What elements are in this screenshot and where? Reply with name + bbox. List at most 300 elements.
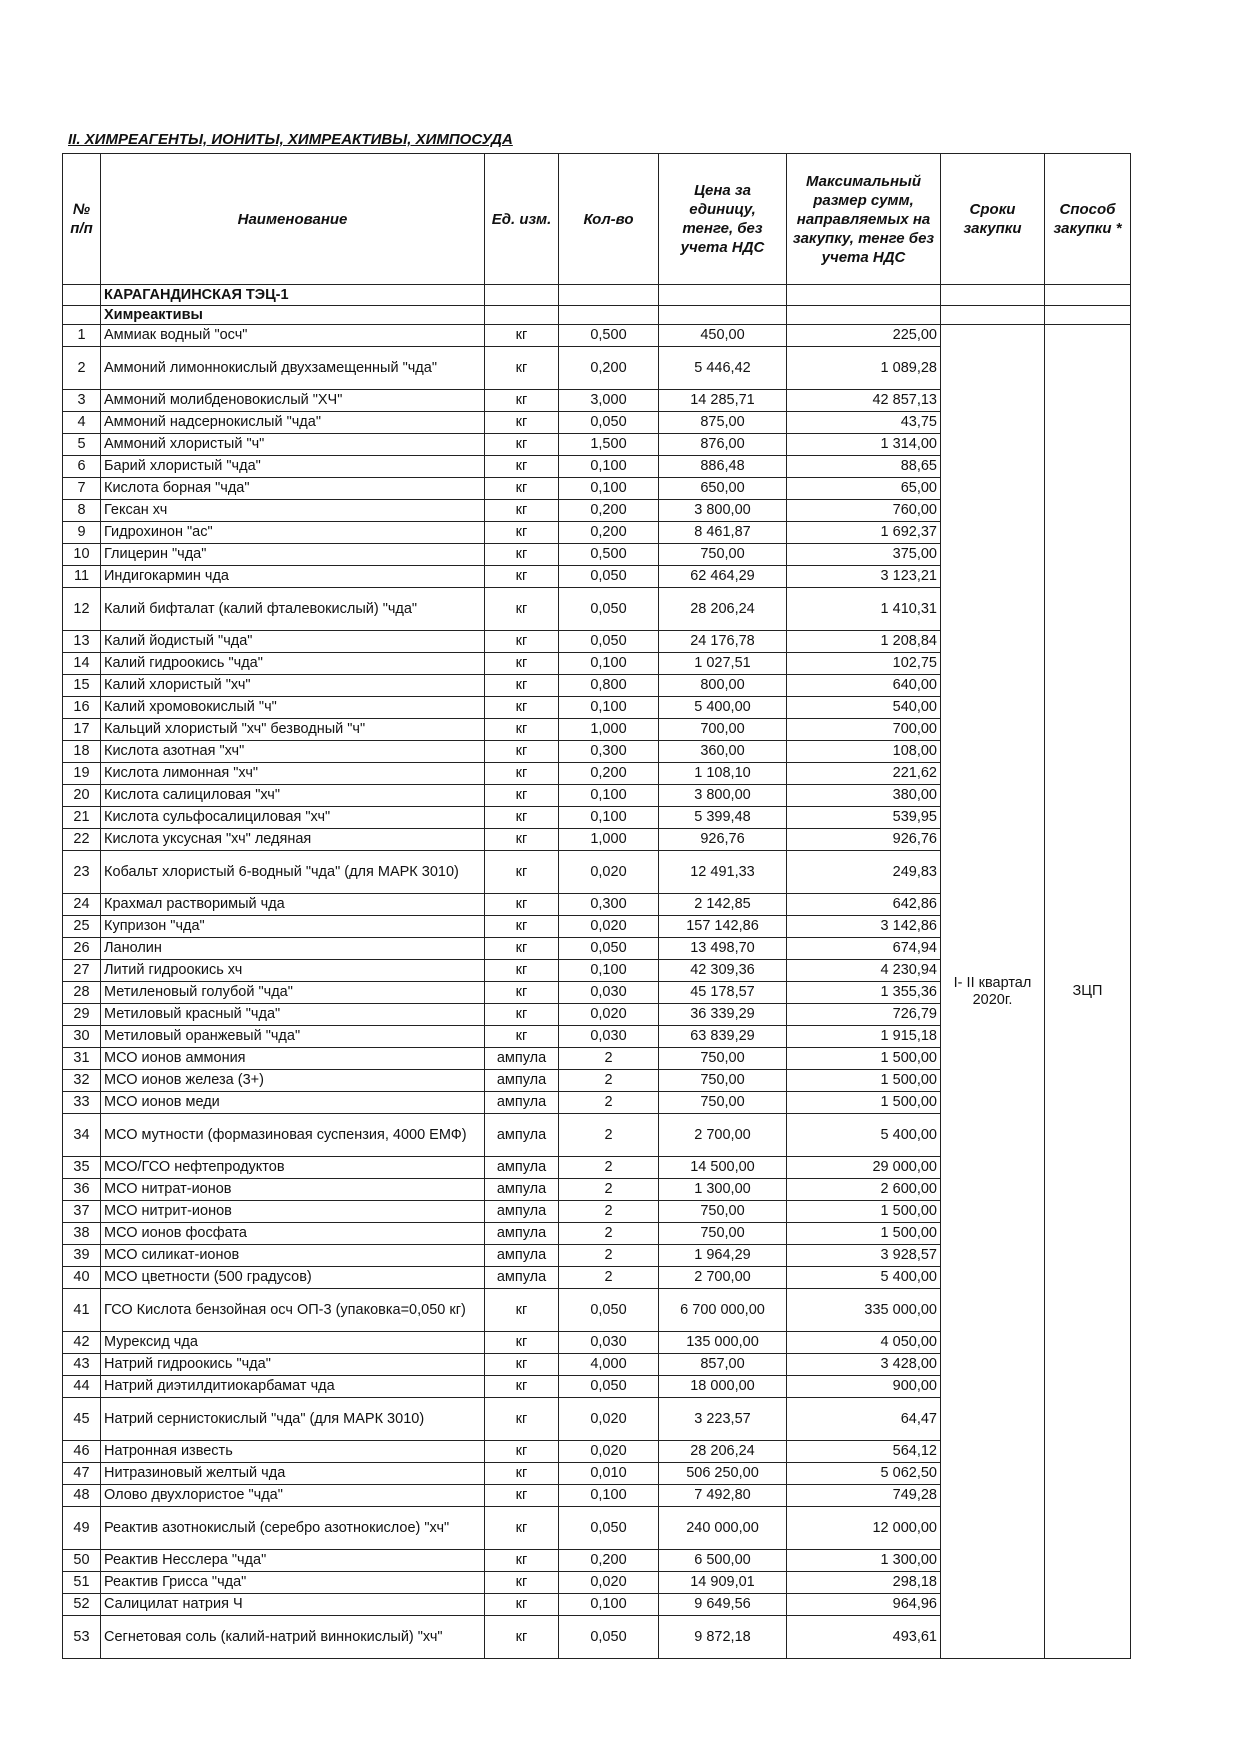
row-number: 45 (63, 1398, 101, 1441)
table-body (63, 285, 1131, 1659)
item-price: 6 700 000,00 (659, 1289, 787, 1332)
item-total: 674,94 (787, 938, 941, 960)
item-price: 12 491,33 (659, 851, 787, 894)
item-total: 12 000,00 (787, 1507, 941, 1550)
item-price: 2 700,00 (659, 1267, 787, 1289)
row-number: 7 (63, 478, 101, 500)
item-qty: 2 (559, 1092, 659, 1114)
item-unit: кг (485, 1485, 559, 1507)
item-name: Глицерин "чда" (101, 544, 485, 566)
item-qty: 0,050 (559, 1376, 659, 1398)
row-number: 39 (63, 1245, 101, 1267)
item-total: 64,47 (787, 1398, 941, 1441)
item-price: 3 223,57 (659, 1398, 787, 1441)
item-total: 900,00 (787, 1376, 941, 1398)
row-number: 46 (63, 1441, 101, 1463)
item-price: 450,00 (659, 325, 787, 347)
purchase-method: ЗЦП (1045, 325, 1131, 1659)
item-price: 506 250,00 (659, 1463, 787, 1485)
item-name: Реактив Грисса "чда" (101, 1572, 485, 1594)
header-name: Наименование (101, 154, 485, 285)
row-number: 31 (63, 1048, 101, 1070)
item-price: 926,76 (659, 829, 787, 851)
item-unit: кг (485, 1550, 559, 1572)
item-total: 1 500,00 (787, 1092, 941, 1114)
item-qty: 3,000 (559, 390, 659, 412)
item-total: 29 000,00 (787, 1157, 941, 1179)
item-total: 1 355,36 (787, 982, 941, 1004)
item-unit: кг (485, 1354, 559, 1376)
item-name: Реактив Несслера "чда" (101, 1550, 485, 1572)
row-number: 38 (63, 1223, 101, 1245)
item-name: Гидрохинон "ас" (101, 522, 485, 544)
item-name: Калий бифталат (калий фталевокислый) "чда" (101, 588, 485, 631)
item-name: Кальций хлористый "хч" безводный "ч" (101, 719, 485, 741)
item-price: 2 700,00 (659, 1114, 787, 1157)
item-unit: ампула (485, 1267, 559, 1289)
section-title: КАРАГАНДИНСКАЯ ТЭЦ-1 (101, 285, 485, 306)
item-qty: 2 (559, 1048, 659, 1070)
item-total: 65,00 (787, 478, 941, 500)
item-unit: кг (485, 829, 559, 851)
item-qty: 0,800 (559, 675, 659, 697)
item-qty: 0,200 (559, 522, 659, 544)
row-number: 15 (63, 675, 101, 697)
item-price: 3 800,00 (659, 785, 787, 807)
item-unit: кг (485, 412, 559, 434)
item-unit: ампула (485, 1114, 559, 1157)
header-period: Сроки закупки (941, 154, 1045, 285)
row-number: 11 (63, 566, 101, 588)
item-price: 14 500,00 (659, 1157, 787, 1179)
item-unit: ампула (485, 1157, 559, 1179)
item-qty: 0,050 (559, 566, 659, 588)
item-price: 750,00 (659, 1070, 787, 1092)
item-unit: кг (485, 894, 559, 916)
item-name: Кислота азотная "хч" (101, 741, 485, 763)
item-unit: кг (485, 938, 559, 960)
item-name: Калий хлористый "хч" (101, 675, 485, 697)
item-qty: 0,100 (559, 697, 659, 719)
row-number: 9 (63, 522, 101, 544)
item-unit: кг (485, 544, 559, 566)
item-qty: 0,500 (559, 325, 659, 347)
item-total: 540,00 (787, 697, 941, 719)
item-name: Барий хлористый "чда" (101, 456, 485, 478)
item-qty: 0,050 (559, 938, 659, 960)
item-name: Купризон "чда" (101, 916, 485, 938)
item-price: 1 300,00 (659, 1179, 787, 1201)
item-name: Гексан хч (101, 500, 485, 522)
item-price: 9 872,18 (659, 1616, 787, 1659)
row-number: 32 (63, 1070, 101, 1092)
item-price: 750,00 (659, 1201, 787, 1223)
item-unit: кг (485, 631, 559, 653)
item-qty: 1,500 (559, 434, 659, 456)
row-number: 25 (63, 916, 101, 938)
header-method: Способ закупки * (1045, 154, 1131, 285)
item-total: 1 089,28 (787, 347, 941, 390)
item-name: Аммоний надсернокислый "чда" (101, 412, 485, 434)
item-unit: кг (485, 1572, 559, 1594)
item-qty: 0,100 (559, 960, 659, 982)
item-name: Нитразиновый желтый чда (101, 1463, 485, 1485)
row-number: 48 (63, 1485, 101, 1507)
item-unit: кг (485, 1026, 559, 1048)
item-qty: 0,030 (559, 1026, 659, 1048)
item-unit: кг (485, 522, 559, 544)
item-unit: кг (485, 1441, 559, 1463)
header-unit: Ед. изм. (485, 154, 559, 285)
item-name: Натронная известь (101, 1441, 485, 1463)
item-total: 380,00 (787, 785, 941, 807)
item-total: 249,83 (787, 851, 941, 894)
row-number: 30 (63, 1026, 101, 1048)
item-qty: 1,000 (559, 719, 659, 741)
item-unit: ампула (485, 1179, 559, 1201)
item-qty: 0,050 (559, 588, 659, 631)
row-number: 13 (63, 631, 101, 653)
item-total: 642,86 (787, 894, 941, 916)
row-number: 16 (63, 697, 101, 719)
item-qty: 0,050 (559, 631, 659, 653)
item-name: МСО мутности (формазиновая суспензия, 4000 ЕМФ) (101, 1114, 485, 1157)
item-qty: 0,020 (559, 1398, 659, 1441)
item-total: 760,00 (787, 500, 941, 522)
item-total: 1 314,00 (787, 434, 941, 456)
item-qty: 0,100 (559, 1485, 659, 1507)
item-name: ГСО Кислота бензойная осч ОП-3 (упаковка=0,050 кг) (101, 1289, 485, 1332)
item-total: 3 928,57 (787, 1245, 941, 1267)
table-row (63, 325, 1131, 347)
item-price: 62 464,29 (659, 566, 787, 588)
item-unit: кг (485, 1398, 559, 1441)
item-total: 1 500,00 (787, 1201, 941, 1223)
item-price: 6 500,00 (659, 1550, 787, 1572)
item-total: 3 123,21 (787, 566, 941, 588)
item-price: 135 000,00 (659, 1332, 787, 1354)
row-number: 50 (63, 1550, 101, 1572)
item-price: 5 400,00 (659, 697, 787, 719)
item-name: Крахмал растворимый чда (101, 894, 485, 916)
item-unit: кг (485, 785, 559, 807)
item-total: 43,75 (787, 412, 941, 434)
item-qty: 0,200 (559, 500, 659, 522)
item-qty: 0,030 (559, 1332, 659, 1354)
row-number: 28 (63, 982, 101, 1004)
item-name: Аммиак водный "осч" (101, 325, 485, 347)
item-qty: 2 (559, 1201, 659, 1223)
row-number: 19 (63, 763, 101, 785)
item-total: 1 500,00 (787, 1223, 941, 1245)
row-number: 4 (63, 412, 101, 434)
item-total: 1 208,84 (787, 631, 941, 653)
item-total: 964,96 (787, 1594, 941, 1616)
item-price: 13 498,70 (659, 938, 787, 960)
item-unit: кг (485, 851, 559, 894)
item-price: 750,00 (659, 544, 787, 566)
item-qty: 2 (559, 1179, 659, 1201)
row-number: 26 (63, 938, 101, 960)
item-qty: 0,020 (559, 1004, 659, 1026)
item-qty: 0,300 (559, 894, 659, 916)
row-number: 5 (63, 434, 101, 456)
item-price: 36 339,29 (659, 1004, 787, 1026)
item-name: Литий гидроокись хч (101, 960, 485, 982)
item-total: 926,76 (787, 829, 941, 851)
item-total: 5 400,00 (787, 1267, 941, 1289)
row-number: 53 (63, 1616, 101, 1659)
item-price: 750,00 (659, 1092, 787, 1114)
item-total: 5 400,00 (787, 1114, 941, 1157)
item-unit: кг (485, 588, 559, 631)
item-price: 240 000,00 (659, 1507, 787, 1550)
item-qty: 0,050 (559, 1507, 659, 1550)
item-total: 298,18 (787, 1572, 941, 1594)
item-name: МСО/ГСО нефтепродуктов (101, 1157, 485, 1179)
row-number: 24 (63, 894, 101, 916)
item-total: 4 050,00 (787, 1332, 941, 1354)
item-qty: 2 (559, 1267, 659, 1289)
item-price: 750,00 (659, 1223, 787, 1245)
item-name: Мурексид чда (101, 1332, 485, 1354)
item-unit: кг (485, 763, 559, 785)
item-name: МСО ионов фосфата (101, 1223, 485, 1245)
item-total: 1 410,31 (787, 588, 941, 631)
section-row (63, 285, 1131, 306)
item-total: 539,95 (787, 807, 941, 829)
row-number: 23 (63, 851, 101, 894)
item-name: Калий йодистый "чда" (101, 631, 485, 653)
item-price: 7 492,80 (659, 1485, 787, 1507)
item-total: 3 428,00 (787, 1354, 941, 1376)
item-qty: 2 (559, 1157, 659, 1179)
item-qty: 2 (559, 1070, 659, 1092)
item-unit: кг (485, 1616, 559, 1659)
item-price: 18 000,00 (659, 1376, 787, 1398)
item-qty: 2 (559, 1223, 659, 1245)
item-qty: 0,020 (559, 1572, 659, 1594)
item-name: Калий гидроокись "чда" (101, 653, 485, 675)
item-price: 700,00 (659, 719, 787, 741)
item-qty: 2 (559, 1245, 659, 1267)
row-number: 36 (63, 1179, 101, 1201)
item-unit: кг (485, 500, 559, 522)
item-qty: 0,300 (559, 741, 659, 763)
item-name: МСО ионов железа (3+) (101, 1070, 485, 1092)
item-unit: кг (485, 807, 559, 829)
item-unit: кг (485, 697, 559, 719)
item-qty: 0,050 (559, 1616, 659, 1659)
item-total: 335 000,00 (787, 1289, 941, 1332)
item-unit: кг (485, 1507, 559, 1550)
row-number: 27 (63, 960, 101, 982)
item-price: 750,00 (659, 1048, 787, 1070)
item-total: 108,00 (787, 741, 941, 763)
item-qty: 0,050 (559, 1289, 659, 1332)
item-name: Метиленовый голубой "чда" (101, 982, 485, 1004)
item-name: Натрий диэтилдитиокарбамат чда (101, 1376, 485, 1398)
item-price: 360,00 (659, 741, 787, 763)
item-total: 375,00 (787, 544, 941, 566)
purchase-period: I- II квартал 2020г. (941, 325, 1045, 1659)
row-number: 41 (63, 1289, 101, 1332)
item-total: 2 600,00 (787, 1179, 941, 1201)
item-unit: кг (485, 741, 559, 763)
item-qty: 0,030 (559, 982, 659, 1004)
row-number: 12 (63, 588, 101, 631)
item-name: МСО ионов аммония (101, 1048, 485, 1070)
item-total: 1 500,00 (787, 1070, 941, 1092)
row-number: 8 (63, 500, 101, 522)
item-name: Кислота салициловая "хч" (101, 785, 485, 807)
item-unit: кг (485, 325, 559, 347)
item-name: Сегнетовая соль (калий-натрий виннокислый) "хч" (101, 1616, 485, 1659)
item-unit: ампула (485, 1245, 559, 1267)
item-name: МСО нитрат-ионов (101, 1179, 485, 1201)
item-qty: 1,000 (559, 829, 659, 851)
item-total: 564,12 (787, 1441, 941, 1463)
item-name: Аммоний лимоннокислый двухзамещенный "чда" (101, 347, 485, 390)
item-price: 857,00 (659, 1354, 787, 1376)
row-number: 29 (63, 1004, 101, 1026)
item-price: 28 206,24 (659, 1441, 787, 1463)
item-price: 63 839,29 (659, 1026, 787, 1048)
item-name: Натрий гидроокись "чда" (101, 1354, 485, 1376)
item-name: Кислота сульфосалициловая "хч" (101, 807, 485, 829)
item-name: МСО нитрит-ионов (101, 1201, 485, 1223)
item-total: 700,00 (787, 719, 941, 741)
item-unit: кг (485, 1463, 559, 1485)
row-number: 43 (63, 1354, 101, 1376)
item-price: 5 446,42 (659, 347, 787, 390)
item-qty: 0,200 (559, 763, 659, 785)
row-number: 21 (63, 807, 101, 829)
item-total: 88,65 (787, 456, 941, 478)
header-price: Цена за единицу, тенге, без учета НДС (659, 154, 787, 285)
item-total: 102,75 (787, 653, 941, 675)
row-number: 17 (63, 719, 101, 741)
item-unit: кг (485, 456, 559, 478)
item-unit: ампула (485, 1092, 559, 1114)
row-number: 35 (63, 1157, 101, 1179)
item-price: 9 649,56 (659, 1594, 787, 1616)
item-unit: ампула (485, 1070, 559, 1092)
item-unit: кг (485, 653, 559, 675)
subsection-title: Химреактивы (101, 306, 485, 325)
item-price: 42 309,36 (659, 960, 787, 982)
item-name: Натрий сернистокислый "чда" (для МАРК 3010) (101, 1398, 485, 1441)
item-qty: 0,050 (559, 412, 659, 434)
item-name: Кислота лимонная "хч" (101, 763, 485, 785)
item-qty: 0,100 (559, 807, 659, 829)
item-qty: 0,100 (559, 785, 659, 807)
item-total: 1 500,00 (787, 1048, 941, 1070)
item-name: МСО ионов меди (101, 1092, 485, 1114)
row-number: 22 (63, 829, 101, 851)
row-number: 42 (63, 1332, 101, 1354)
item-unit: кг (485, 1289, 559, 1332)
item-unit: кг (485, 1332, 559, 1354)
item-name: Кислота борная "чда" (101, 478, 485, 500)
item-price: 650,00 (659, 478, 787, 500)
item-name: Индигокармин чда (101, 566, 485, 588)
row-number: 37 (63, 1201, 101, 1223)
item-price: 800,00 (659, 675, 787, 697)
item-name: Аммоний хлористый "ч" (101, 434, 485, 456)
item-price: 45 178,57 (659, 982, 787, 1004)
item-unit: кг (485, 982, 559, 1004)
row-number: 20 (63, 785, 101, 807)
item-qty: 0,100 (559, 653, 659, 675)
item-qty: 0,020 (559, 851, 659, 894)
item-total: 726,79 (787, 1004, 941, 1026)
item-price: 5 399,48 (659, 807, 787, 829)
item-unit: кг (485, 347, 559, 390)
item-name: Калий хромовокислый "ч" (101, 697, 485, 719)
row-number: 6 (63, 456, 101, 478)
item-total: 1 300,00 (787, 1550, 941, 1572)
item-total: 3 142,86 (787, 916, 941, 938)
item-unit: ампула (485, 1223, 559, 1245)
item-name: Олово двухлористое "чда" (101, 1485, 485, 1507)
procurement-table (62, 153, 1131, 1659)
item-name: Ланолин (101, 938, 485, 960)
item-price: 3 800,00 (659, 500, 787, 522)
item-unit: кг (485, 1594, 559, 1616)
item-price: 1 027,51 (659, 653, 787, 675)
item-qty: 0,100 (559, 456, 659, 478)
row-number: 40 (63, 1267, 101, 1289)
item-total: 4 230,94 (787, 960, 941, 982)
row-number: 10 (63, 544, 101, 566)
item-name: Метиловый красный "чда" (101, 1004, 485, 1026)
item-price: 886,48 (659, 456, 787, 478)
row-number: 33 (63, 1092, 101, 1114)
row-number: 52 (63, 1594, 101, 1616)
item-unit: кг (485, 719, 559, 741)
item-price: 157 142,86 (659, 916, 787, 938)
item-name: Аммоний молибденовокислый "ХЧ" (101, 390, 485, 412)
item-unit: кг (485, 916, 559, 938)
item-price: 8 461,87 (659, 522, 787, 544)
item-total: 493,61 (787, 1616, 941, 1659)
item-total: 1 692,37 (787, 522, 941, 544)
subsection-row (63, 306, 1131, 325)
row-number: 51 (63, 1572, 101, 1594)
item-name: Салицилат натрия Ч (101, 1594, 485, 1616)
header-total: Максимальный размер сумм, направляемых на закупку, тенге без учета НДС (787, 154, 941, 285)
item-price: 875,00 (659, 412, 787, 434)
item-unit: кг (485, 434, 559, 456)
item-qty: 2 (559, 1114, 659, 1157)
item-qty: 0,010 (559, 1463, 659, 1485)
item-price: 2 142,85 (659, 894, 787, 916)
item-total: 749,28 (787, 1485, 941, 1507)
row-number: 2 (63, 347, 101, 390)
item-unit: кг (485, 566, 559, 588)
item-unit: ампула (485, 1201, 559, 1223)
row-number: 47 (63, 1463, 101, 1485)
item-price: 876,00 (659, 434, 787, 456)
item-name: Метиловый оранжевый "чда" (101, 1026, 485, 1048)
row-number: 14 (63, 653, 101, 675)
item-unit: кг (485, 1004, 559, 1026)
item-qty: 0,020 (559, 916, 659, 938)
item-qty: 0,100 (559, 478, 659, 500)
item-unit: кг (485, 390, 559, 412)
item-price: 1 108,10 (659, 763, 787, 785)
